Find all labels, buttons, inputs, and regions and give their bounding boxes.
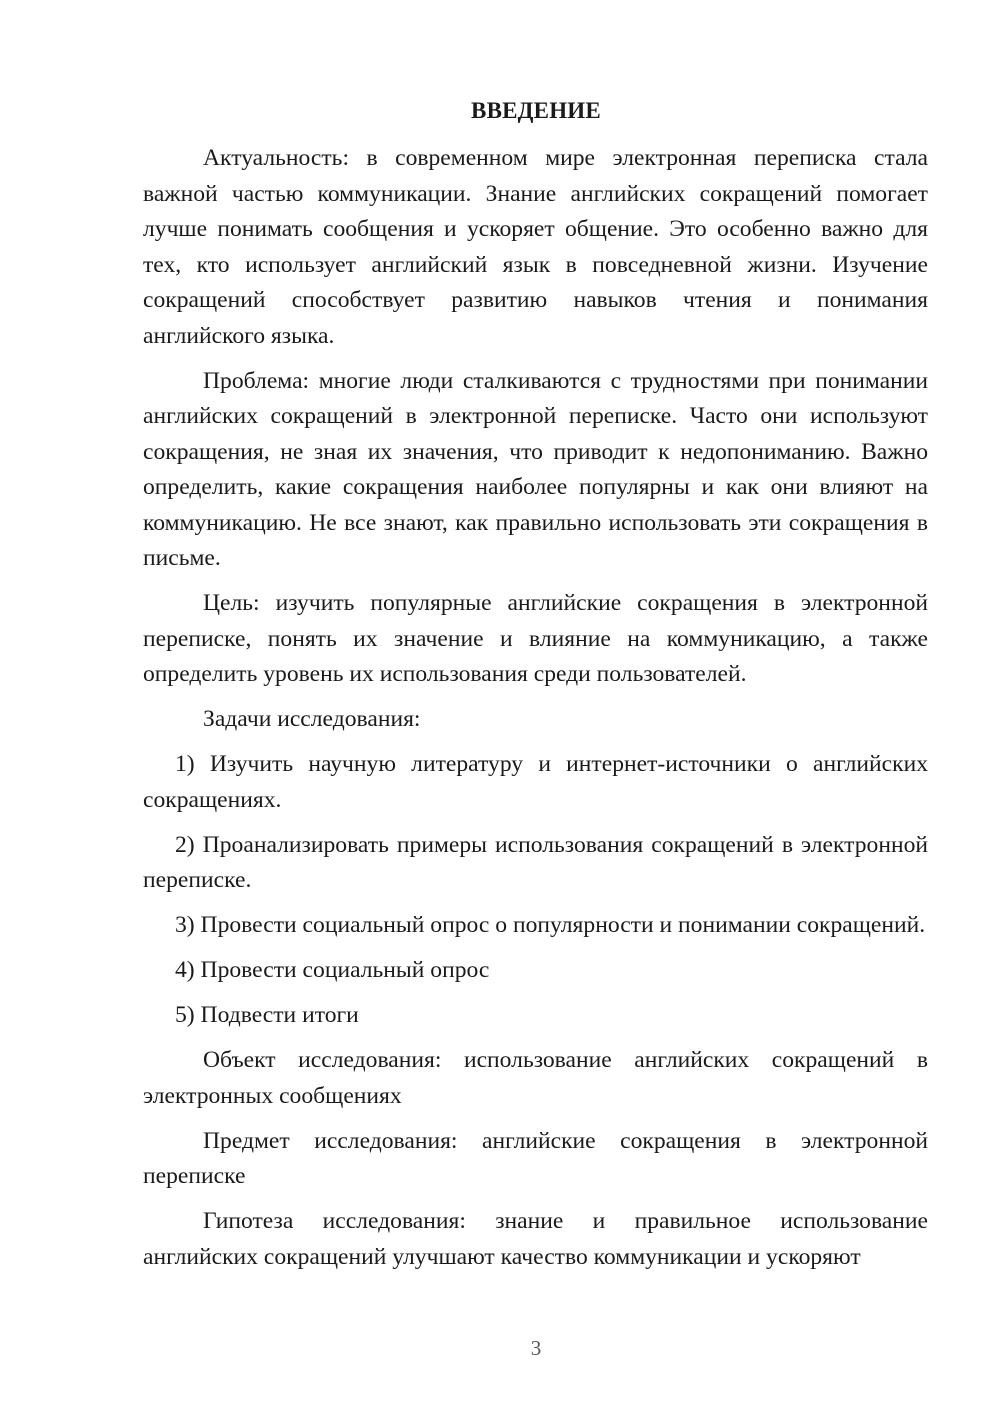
page-number: 3	[530, 1336, 542, 1360]
paragraph-subject: Предмет исследования: английские сокращения в электронной переписке	[143, 1127, 928, 1189]
paragraph-hypothesis: Гипотеза исследования: знание и правильное использование английских сокращений улучшают качество коммуникации и ускоряют	[143, 1208, 928, 1270]
task-item-4: 4) Провести социальный опрос	[175, 957, 490, 983]
text-body	[143, 141, 928, 1285]
task-item-2: 2) Проанализировать примеры использования сокращений в электронной переписке.	[143, 831, 928, 893]
section-title: ВВЕДЕНИЕ	[471, 98, 601, 123]
paragraph-relevance: Актуальность: в современном мире электронная переписка стала важной частью коммуникации. Знание английских сокращений помогает лучше понимать сообщения и ускоряет общение. Это особенно важно для тех, кто использует английский язык в повседневной жизни. Изучение сокращений способствует развитию навыков чтения и понимания английского языка.	[143, 145, 928, 349]
paragraph-problem: Проблема: многие люди сталкиваются с трудностями при понимании английских сокращений в электронной переписке. Часто они используют сокращения, не зная их значения, что приводит к недопониманию. Важно определить, какие сокращения наиболее популярны и как они влияют на коммуникацию. Не все знают, как правильно использовать эти сокращения в письме.	[143, 367, 928, 571]
task-item-3: 3) Провести социальный опрос о популярности и понимании сокращений.	[175, 912, 926, 938]
task-item-1: 1) Изучить научную литературу и интернет-источники о английских сокращениях.	[143, 751, 928, 813]
paragraph-object: Объект исследования: использование английских сокращений в электронных сообщениях	[143, 1047, 928, 1109]
task-item-5: 5) Подвести итоги	[175, 1002, 359, 1028]
paragraph-goal: Цель: изучить популярные английские сокращения в электронной переписке, понять их значение и влияние на коммуникацию, а также определить уровень их использования среди пользователей.	[143, 590, 928, 687]
paragraph-tasks-heading: Задачи исследования:	[203, 706, 421, 732]
